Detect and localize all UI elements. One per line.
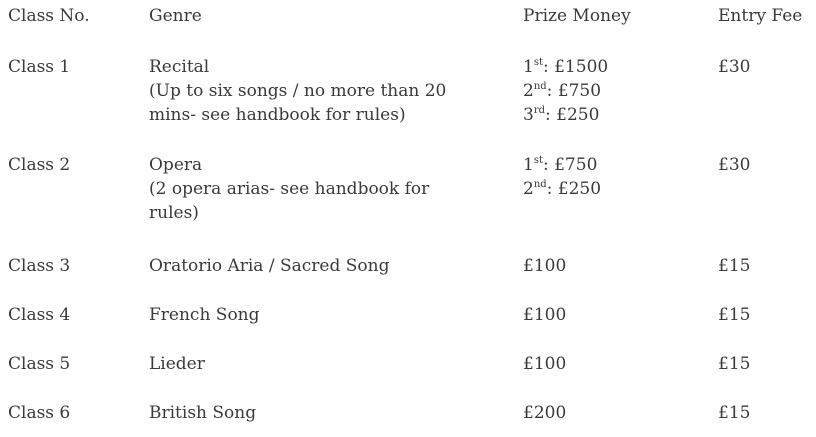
row-1-genre-line: (Up to six songs / no more than 20 xyxy=(149,81,447,101)
row-1-entry-fee: £30 xyxy=(718,57,751,77)
prize-line: 3rd: £250 xyxy=(523,105,600,125)
row-4-genre: French Song xyxy=(149,305,260,325)
row-5-genre: Lieder xyxy=(149,354,205,374)
row-6-entry-fee: £15 xyxy=(718,403,751,423)
row-2-genre-line: (2 opera arias- see handbook for xyxy=(149,179,430,199)
prize-line: 1st: £750 xyxy=(523,155,598,175)
row-5-prize-money: £100 xyxy=(523,354,567,374)
row-1-prize-money xyxy=(523,55,608,127)
row-2-genre xyxy=(149,153,429,225)
row-5-entry-fee: £15 xyxy=(718,354,751,374)
row-2-entry-fee: £30 xyxy=(718,155,751,175)
row-2-genre-line: rules) xyxy=(149,203,199,223)
row-6-class: Class 6 xyxy=(8,403,71,423)
row-3-class: Class 3 xyxy=(8,256,71,276)
row-2-genre-line: Opera xyxy=(149,155,203,175)
prize-line: 2nd: £250 xyxy=(523,179,602,199)
prize-line: 1st: £1500 xyxy=(523,57,609,77)
row-1-genre xyxy=(149,55,446,127)
row-6-genre: British Song xyxy=(149,403,257,423)
row-1-genre-line: Recital xyxy=(149,57,210,77)
row-3-prize-money: £100 xyxy=(523,256,567,276)
row-2-class: Class 2 xyxy=(8,155,71,175)
prize-line: 2nd: £750 xyxy=(523,81,602,101)
row-4-class: Class 4 xyxy=(8,305,71,325)
row-4-prize-money: £100 xyxy=(523,305,567,325)
row-1-class: Class 1 xyxy=(8,57,71,77)
row-6-prize-money: £200 xyxy=(523,403,567,423)
header-class-no: Class No. xyxy=(8,6,90,26)
row-1-genre-line: mins- see handbook for rules) xyxy=(149,105,406,125)
row-3-entry-fee: £15 xyxy=(718,256,751,276)
row-2-prize-money xyxy=(523,153,601,201)
header-genre: Genre xyxy=(149,6,202,26)
header-entry-fee: Entry Fee xyxy=(718,6,803,26)
row-3-genre: Oratorio Aria / Sacred Song xyxy=(149,256,390,276)
row-4-entry-fee: £15 xyxy=(718,305,751,325)
header-prize-money: Prize Money xyxy=(523,6,631,26)
row-5-class: Class 5 xyxy=(8,354,71,374)
